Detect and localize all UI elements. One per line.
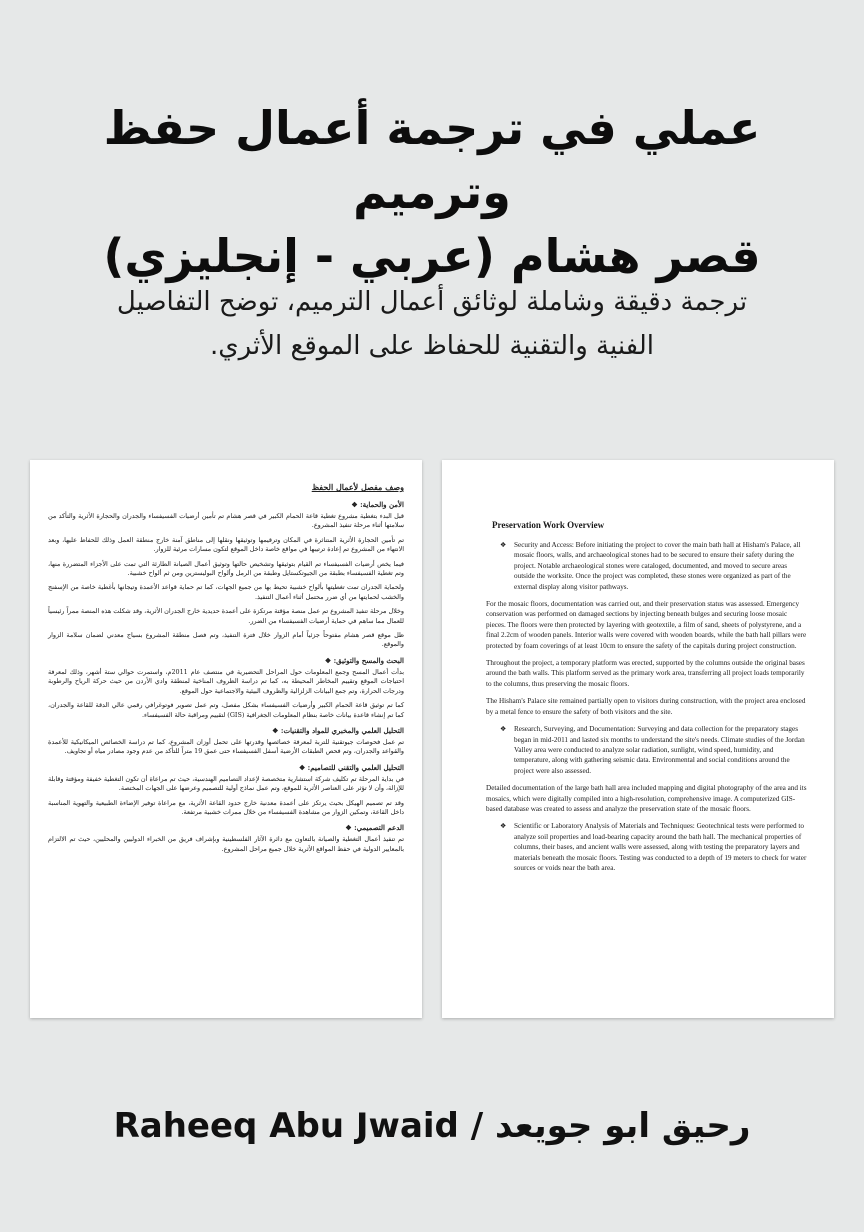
cover-title-line-2: قصر هشام (عربي - إنجليزي) xyxy=(103,229,761,283)
english-document-page xyxy=(442,460,834,1018)
arabic-section-title: الأمن والحماية: ❖ xyxy=(48,500,404,509)
arabic-paragraph: قبل البدء بتغطية مشروع تغطية قاعة الحمام الكبير في قصر هشام تم تأمين أرضيات الفسيفساء والجدران والحجارة الأثرية والتأكد من سلامتها أثناء مرحلة تنفيذ المشروع. xyxy=(48,512,404,530)
arabic-section-title: التحليل العلمي والتقني للتصاميم: ❖ xyxy=(48,763,404,772)
arabic-section-title: التحليل العلمي والمخبري للمواد والتقنيات: ❖ xyxy=(48,726,404,735)
cover-subtitle-line-1: ترجمة دقيقة وشاملة لوثائق أعمال الترميم، توضح التفاصيل xyxy=(116,287,748,317)
english-bullet-paragraph: ❖ Security and Access: Before initiating the project to cover the main bath hall at Hisham's Palace, all mosaic floors, walls, and archaeological stones had to be secured to ensure their safety during the project. Notable archaeological stones were cataloged, documented, and moved to secure areas outside the worksite. Once the project was completed, these stones were organized as part of the external display along visitor pathways. xyxy=(494,540,808,592)
cover-title xyxy=(40,96,824,288)
english-paragraph: Detailed documentation of the large bath hall area included mapping and digital photography of the area and its mosaics, which were digitally compiled into a high-resolution, comprehensive image. A computerized GIS-based database was created to assess and analyze the preservation state of the mosaic floors. xyxy=(486,784,807,813)
arabic-paragraph: وقد تم تصميم الهيكل بحيث يرتكز على أعمدة معدنية خارج حدود القاعة الأثرية، مع مراعاة توفير الإضاءة الطبيعية والتهوية المناسبة داخل القاعة، وتمكين الزوار من مشاهدة الفسيفساء من خلال ممرات خشبية مرتفعة. xyxy=(48,798,404,816)
cover-title-line-1: عملي في ترجمة أعمال حفظ وترميم xyxy=(103,101,761,219)
english-paragraph: Throughout the project, a temporary platform was erected, supported by the columns outside the original bases around the bath walls. This platform served as the primary work area, transferring all project loads temporarily to the columns, thus preserving the mosaic floors. xyxy=(486,659,805,688)
english-bullet-paragraph: ❖ Scientific or Laboratory Analysis of Materials and Techniques: Geotechnical tests were performed to analyze soil properties and load-bearing capacity around the bath hall. The mechanical properties of columns, their bases, and ancient walls were assessed, along with testing the preparatory layers and materials beneath the mosaic floors. Testing was conducted to a depth of 19 meters to check for water sources or voids near the bath area. xyxy=(494,821,808,873)
cover-subtitle-line-2: الفنية والتقنية للحفاظ على الموقع الأثري. xyxy=(210,331,654,361)
arabic-paragraph: فيما يخص أرضيات الفسيفساء تم القيام بتوثيقها وتشخيص حالتها وتوثيق أعمال الصيانة الطارئة التي تمت على الأجزاء المتضررة منها، وتم تغطية الفسيفساء بطبقة من الجيوتكستايل وطبقة من الرمل وألواح البوليسترين ومن ثم ألواح خشبية. xyxy=(48,559,404,578)
arabic-document-body xyxy=(30,460,422,854)
arabic-paragraph: وخلال مرحلة تنفيذ المشروع تم عمل منصة مؤقتة مرتكزة على أعمدة حديدية خارج الجدران الأثرية، وقد شكلت هذه المنصة ممراً رئيسياً للعمال مما ساهم في حماية أرضيات الفسيفساء من الضرر. xyxy=(48,607,404,625)
english-paragraph: For the mosaic floors, documentation was carried out, and their preservation status was assessed. Emergency conservation was performed on damaged sections by injecting beneath bulges and securing loose mosaic pieces. The floors were then protected by layering with geotextile, a film of sand, sheets of polystyrene, and a final 2.2cm of wooden panels. Interior walls were covered with wooden boards, while the bath hall pillars were protected by foam coverings of at least 10cm to ensure the safety of the capitals during project construction. xyxy=(486,600,807,650)
english-document-body xyxy=(442,460,834,873)
arabic-paragraph: ظل موقع قصر هشام مفتوحاً جزئياً أمام الزوار خلال فترة التنفيذ، وتم فصل منطقة المشروع بسياج معدني لضمان سلامة الزوار والموقع. xyxy=(48,631,404,649)
author-name: Raheeq Abu Jwaid / رحيق ابو جويعد xyxy=(113,1106,751,1146)
arabic-document-page xyxy=(30,460,422,1018)
arabic-paragraph: في بداية المرحلة تم تكليف شركة استشارية متخصصة لإعداد التصاميم الهندسية، حيث تم مراعاة أن تكون التغطية خفيفة ومؤقتة وقابلة للإزالة، وأن لا تؤثر على العناصر الأثرية للموقع، وتم عمل نماذج أولية للتصميم وعرضها على الجهات المختصة. xyxy=(48,774,404,793)
arabic-paragraph: ولحماية الجدران تمت تغطيتها بألواح خشبية تحيط بها من جميع الجهات، كما تم حماية قواعد الأعمدة وتيجانها بأغطية خاصة من الإسفنج والخشب لحمايتها من أي ضرر محتمل أثناء أعمال التنفيذ. xyxy=(48,583,404,601)
english-page-heading: Preservation Work Overview xyxy=(492,520,605,530)
cover-subtitle xyxy=(60,280,804,368)
arabic-paragraph: كما تم توثيق قاعة الحمام الكبير وأرضيات الفسيفساء بشكل مفصل، وتم عمل تصوير فوتوغرافي رقمي عالي الدقة للقاعة والجدران، كما تم إنشاء قاعدة بيانات خاصة بنظام المعلومات الجغرافية (GIS) لتقييم ومراقبة حالة الفسيفساء. xyxy=(48,701,404,719)
arabic-paragraph: تم تنفيذ أعمال التغطية والصيانة بالتعاون مع دائرة الآثار الفلسطينية وبإشراف فريق من الخبراء الدوليين والمحليين، حيث تم الالتزام بالمعايير الدولية في حفظ المواقع الأثرية خلال جميع مراحل المشروع. xyxy=(48,835,404,853)
arabic-section-title: البحث والمسح والتوثيق: ❖ xyxy=(48,656,404,665)
arabic-section-title: الدعم التصميمي: ❖ xyxy=(48,823,404,832)
arabic-paragraph: تم تأمين الحجارة الأثرية المتناثرة في المكان وترقيمها وتوثيقها ونقلها إلى مناطق آمنة خارج منطقة العمل وذلك للحفاظ عليها، وبعد الانتهاء من المشروع تم إعادة ترتيبها في مواقع خاصة داخل الموقع لتكون مسارات مرئية للزوار. xyxy=(48,535,404,554)
arabic-paragraph: تم عمل فحوصات جيوتقنية للتربة لمعرفة خصائصها وقدرتها على تحمل أوزان المشروع، كما تم دراسة الخصائص الميكانيكية للأعمدة والقواعد والجدران، وتم فحص الطبقات الأرضية أسفل الفسيفساء حتى عمق 19 متراً للتأكد من عدم وجود مصادر مياه أو تجاويف. xyxy=(48,737,404,756)
arabic-paragraph: بدأت أعمال المسح وجمع المعلومات حول المراحل التحضيرية في منتصف عام 2011م، واستمرت حوالي ستة أشهر، وذلك لمعرفة احتياجات الموقع وتقييم المخاطر المحيطة به، كما تم دراسة الظروف المناخية لمنطقة وادي الأردن من حيث حركة الرياح والرطوبة ودرجات الحرارة، وتم جمع البيانات الزلزالية والظروف البيئية والاجتماعية حول الموقع. xyxy=(48,667,404,695)
arabic-page-heading: وصف مفصل لأعمال الحفظ xyxy=(311,482,404,492)
english-bullet-paragraph: ❖ Research, Surveying, and Documentation: Surveying and data collection for the preparatory stages began in mid-2011 and lasted six months to understand the site's needs. Climate studies of the Jordan Valley area were conducted to analyze solar radiation, sunlight, wind speed, humidity, and temperature, along with gathering seismic data. Environmental and social conditions around the project were also assessed. xyxy=(494,724,808,776)
english-paragraph: The Hisham's Palace site remained partially open to visitors during construction, with the project area enclosed by a metal fence to ensure the safety of both visitors and the site. xyxy=(486,697,806,716)
